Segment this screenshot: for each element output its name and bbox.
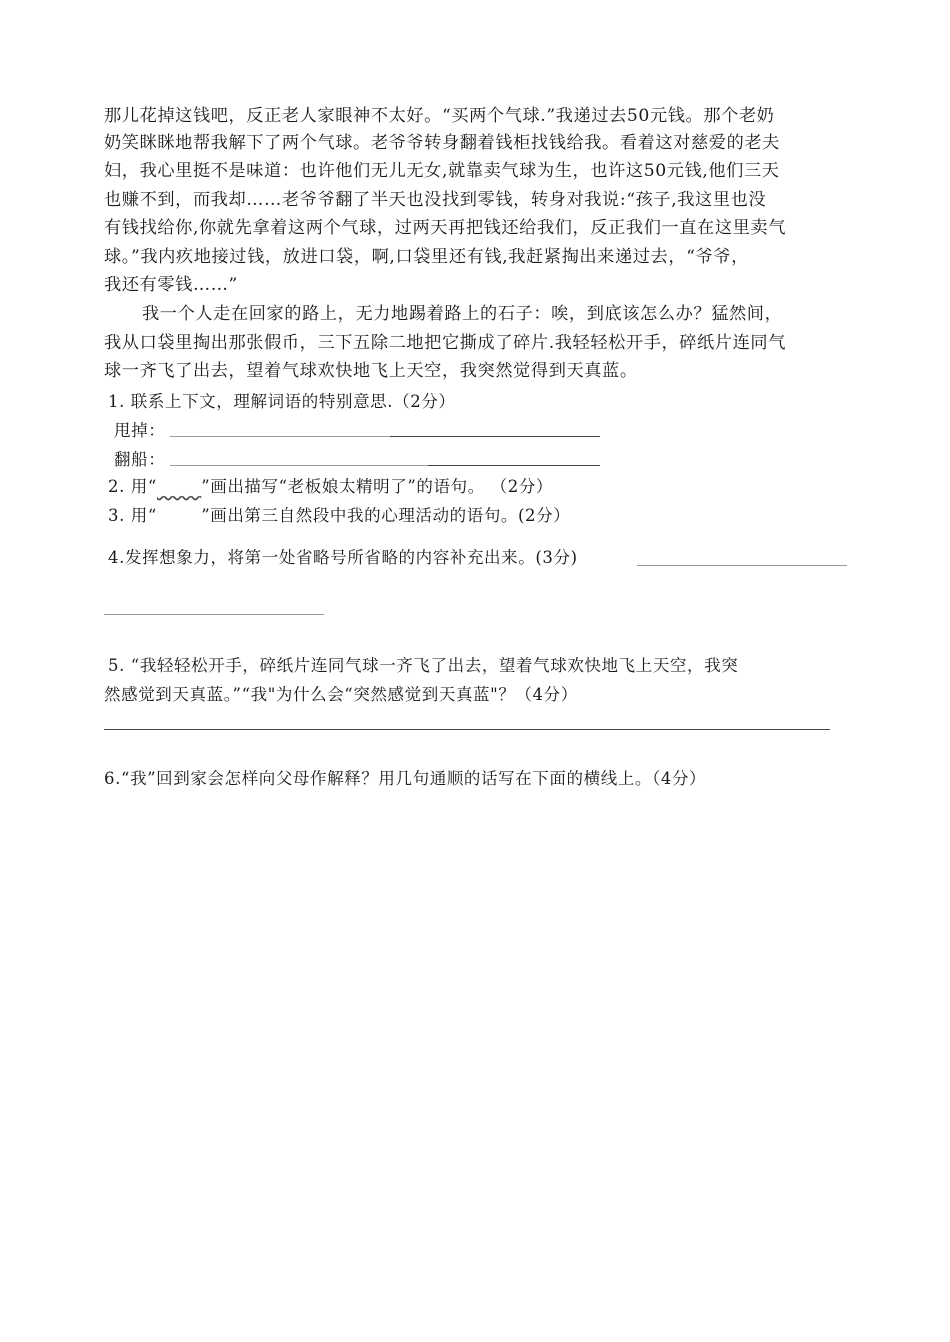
passage-line: 奶笑眯眯地帮我解下了两个气球。老爷爷转身翻着钱柜找钱给我。看着这对慈爱的老夫: [104, 133, 780, 153]
passage-line: 球一齐飞了出去，望着气球欢快地飞上天空，我突然觉得到天真蓝。: [104, 361, 638, 381]
passage-line: 妇，我心里挺不是味道：也许他们无儿无女,就靠卖气球为生，也许这50元钱,他们三天: [104, 161, 780, 181]
question-2-suffix: ”画出描写“老板娘太精明了”的语句。 （2分）: [201, 477, 554, 496]
answer-blank[interactable]: [428, 465, 600, 466]
question-2: [108, 474, 553, 500]
answer-blank[interactable]: [170, 436, 390, 437]
question-3-suffix: ”画出第三自然段中我的心理活动的语句。(2分）: [201, 506, 571, 525]
question-3: [108, 503, 570, 529]
question-6: 6.“我”回到家会怎样向父母作解释？用几句通顺的话写在下面的横线上。（4分）: [104, 769, 707, 788]
straight-underline-mark: _____: [156, 506, 202, 525]
wavy-underline-mark: _____: [156, 477, 202, 496]
passage-line: 有钱找给你,你就先拿着这两个气球，过两天再把钱还给我们，反正我们一直在这里卖气: [104, 218, 786, 238]
question-1: 1. 联系上下文，理解词语的特别意思.（2分）: [108, 392, 456, 411]
passage-line: 球。”我内疚地接过钱，放进口袋，啊,口袋里还有钱,我赶紧掏出来递过去，“爷爷，: [104, 247, 749, 267]
passage-line: 我一个人走在回家的路上，无力地踢着路上的石子：唉，到底该怎么办？猛然间，: [142, 304, 783, 324]
vocab-label-2: 翻船：: [114, 450, 166, 469]
answer-blank[interactable]: [170, 465, 428, 466]
question-5-line-1: 5. “我轻轻松开手，碎纸片连同气球一齐飞了出去，望着气球欢快地飞上天空，我突: [108, 656, 739, 675]
answer-blank[interactable]: [104, 729, 830, 730]
question-5-line-2: 然感觉到天真蓝。”“我"为什么会“突然感觉到天真蓝"？（4分）: [104, 685, 578, 704]
vocab-label-1: 甩掉：: [114, 421, 166, 440]
passage-line: 我还有零钱……”: [104, 275, 238, 295]
question-3-prefix: 3. 用“: [108, 506, 157, 525]
answer-blank[interactable]: [104, 614, 324, 615]
passage-line: 那儿花掉这钱吧，反正老人家眼神不太好。“买两个气球.”我递过去50元钱。那个老奶: [104, 106, 775, 126]
answer-blank[interactable]: [390, 436, 600, 437]
question-2-prefix: 2. 用“: [108, 477, 157, 496]
passage-line: 我从口袋里掏出那张假币，三下五除二地把它撕成了碎片.我轻轻松开手，碎纸片连同气: [104, 333, 786, 353]
question-4: 4.发挥想象力，将第一处省略号所省略的内容补充出来。(3分): [108, 548, 578, 567]
answer-blank[interactable]: [637, 565, 847, 566]
passage-line: 也赚不到，而我却……老爷爷翻了半天也没找到零钱，转身对我说:“孩子,我这里也没: [104, 190, 767, 210]
